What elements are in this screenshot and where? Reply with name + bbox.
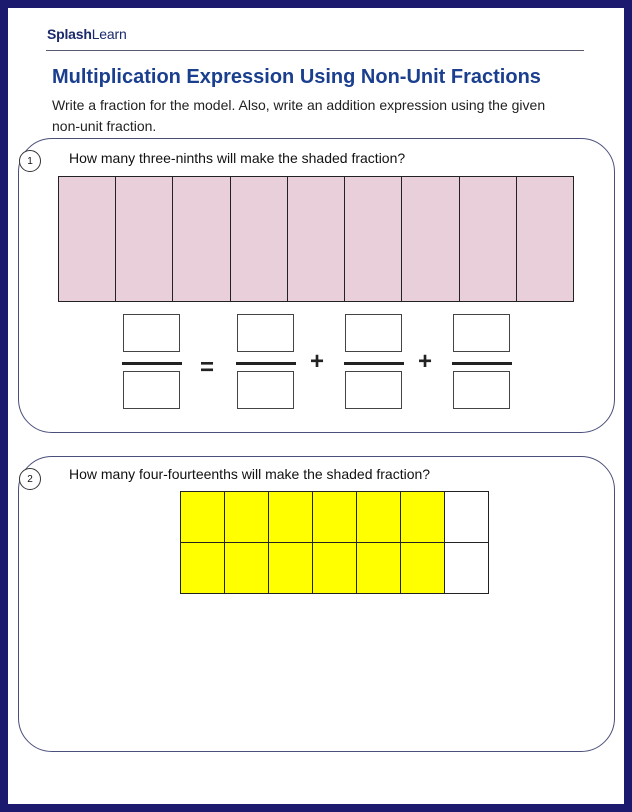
worksheet-title: Multiplication Expression Using Non-Unit Fractions — [52, 66, 541, 88]
grid-cell — [313, 492, 357, 543]
question-text-1: How many three-ninths will make the shaded fraction? — [69, 150, 406, 166]
grid-cell — [181, 492, 225, 543]
fraction-bar-line — [122, 362, 182, 365]
question-number-2: 2 — [19, 468, 41, 490]
bar-part — [516, 177, 573, 301]
denominator-input-box[interactable] — [237, 371, 294, 409]
question-text-2: How many four-fourteenths will make the shaded fraction? — [69, 466, 431, 482]
grid-cell — [357, 492, 401, 543]
bar-part — [115, 177, 172, 301]
header-divider — [46, 50, 584, 51]
bar-part — [287, 177, 344, 301]
worksheet-page — [8, 8, 624, 804]
numerator-input-box[interactable] — [237, 314, 294, 352]
brand-logo — [47, 26, 127, 42]
denominator-input-box[interactable] — [453, 371, 510, 409]
fraction-bar-line — [236, 362, 296, 365]
bar-part — [344, 177, 401, 301]
numerator-input-box[interactable] — [345, 314, 402, 352]
grid-cell — [445, 543, 489, 594]
grid-cell — [313, 543, 357, 594]
grid-cell — [357, 543, 401, 594]
grid-cell — [401, 492, 445, 543]
grid-cell — [225, 543, 269, 594]
plus-sign: + — [310, 348, 325, 375]
bar-part — [230, 177, 287, 301]
fraction-bar-line — [344, 362, 404, 365]
grid-cell — [269, 492, 313, 543]
denominator-input-box[interactable] — [345, 371, 402, 409]
numerator-input-box[interactable] — [123, 314, 180, 352]
bar-part — [459, 177, 516, 301]
fraction-bar-line — [452, 362, 512, 365]
bar-part — [401, 177, 458, 301]
grid-cell — [181, 543, 225, 594]
worksheet-instructions: Write a fraction for the model. Also, write an addition expression using the given non-unit fraction. — [52, 97, 546, 134]
grid-cell — [401, 543, 445, 594]
fraction-bar-model — [58, 176, 574, 302]
grid-cell — [225, 492, 269, 543]
grid-cell — [445, 492, 489, 543]
brand-name-regular: Learn — [91, 26, 127, 42]
bar-part — [59, 177, 115, 301]
numerator-input-box[interactable] — [453, 314, 510, 352]
fraction-grid-model — [180, 491, 489, 594]
bar-part — [172, 177, 229, 301]
plus-sign: + — [418, 348, 433, 375]
equals-sign: = — [200, 354, 215, 381]
denominator-input-box[interactable] — [123, 371, 180, 409]
grid-cell — [269, 543, 313, 594]
question-number-1: 1 — [19, 150, 41, 172]
brand-name-bold: Splash — [47, 26, 92, 42]
